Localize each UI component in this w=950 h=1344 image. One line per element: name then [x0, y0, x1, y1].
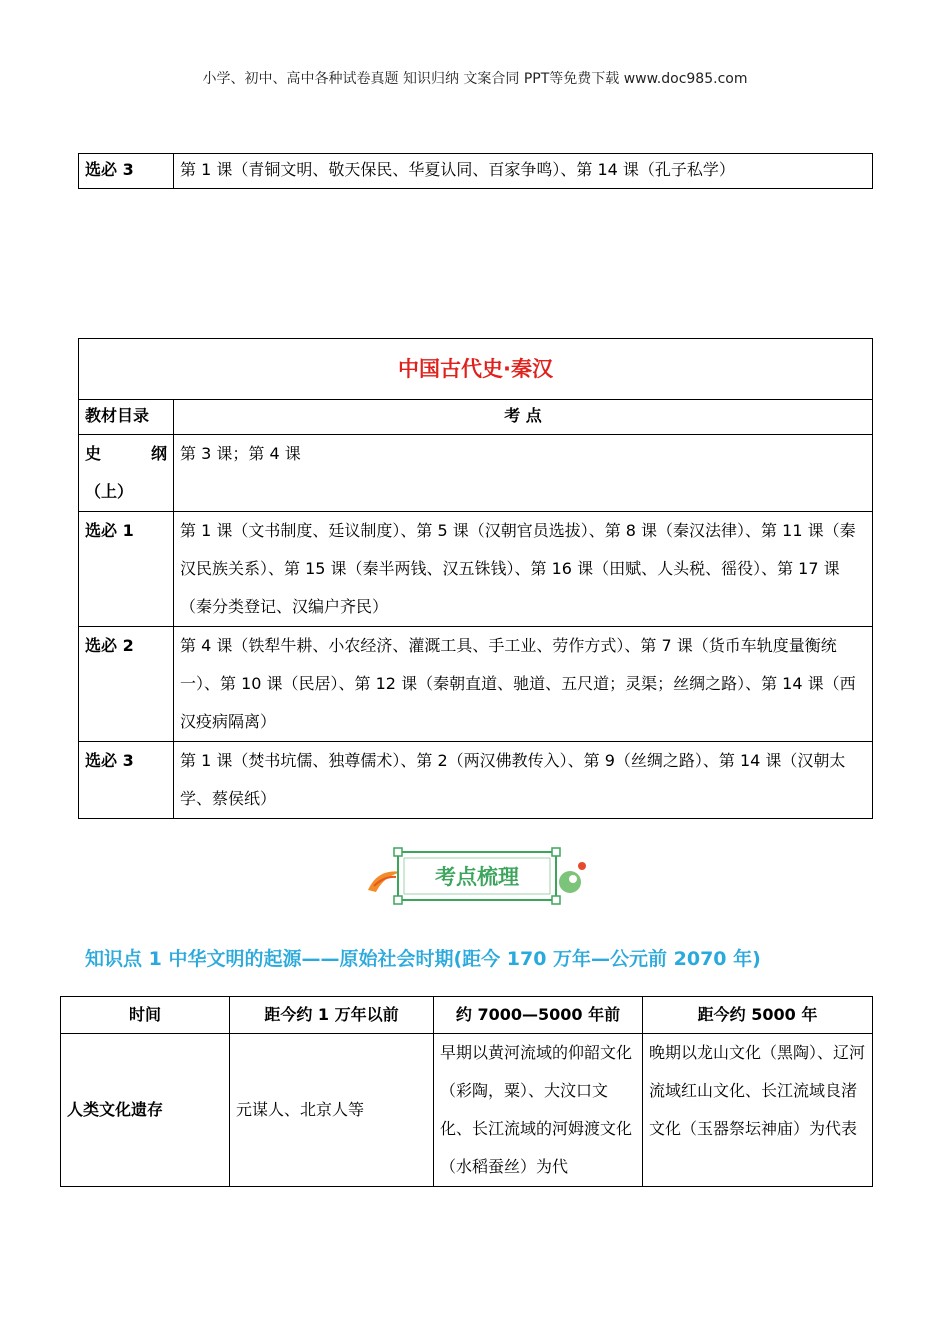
row-content: 第 1 课（文书制度、廷议制度）、第 5 课（汉朝官员选拔）、第 8 课（秦汉法律）、第 11 课（秦汉民族关系）、第 15 课（秦半两钱、汉五铢钱）、第 16 课（田赋、人头税、徭役）、第 17 课（秦分类登记、汉编户齐民） — [174, 512, 873, 627]
row-label — [79, 435, 174, 512]
header-cell: 约 7000—5000 年前 — [434, 997, 643, 1034]
row-label-part: 纲 — [150, 444, 167, 463]
table-row — [79, 627, 873, 742]
row-content: 第 3 课；第 4 课 — [174, 435, 873, 512]
header-cell: 时间 — [61, 997, 230, 1034]
section-badge — [360, 846, 590, 906]
row-label-part: 史 — [85, 444, 102, 463]
header-col-textbook: 教材目录 — [79, 400, 174, 435]
table-header-row — [79, 400, 873, 435]
row-label: 选必 1 — [79, 512, 174, 627]
row-label: 人类文化遗存 — [61, 1034, 230, 1187]
table-cell: 晚期以龙山文化（黑陶）、辽河流域红山文化、长江流域良渚文化（玉器祭坛神庙）为代表 — [643, 1034, 873, 1187]
row-label: 选必 3 — [79, 154, 174, 189]
row-label-part: （上） — [85, 482, 134, 501]
table-row — [79, 435, 873, 512]
row-label: 选必 2 — [79, 627, 174, 742]
table-row — [79, 742, 873, 819]
row-content: 第 1 课（焚书坑儒、独尊儒术）、第 2（两汉佛教传入）、第 9（丝绸之路）、第 14 课（汉朝太学、蔡侯纸） — [174, 742, 873, 819]
knowledge-point-title: 知识点 1 中华文明的起源——原始社会时期(距今 170 万年—公元前 2070 年) — [85, 948, 761, 970]
row-content: 第 1 课（青铜文明、敬天保民、华夏认同、百家争鸣）、第 14 课（孔子私学） — [174, 154, 873, 189]
page-header: 小学、初中、高中各种试卷真题 知识归纳 文案合同 PPT等免费下载 www.doc985.com — [202, 71, 748, 87]
table-header-row — [61, 997, 873, 1034]
qin-han-syllabus-table — [78, 338, 873, 819]
table-row — [79, 154, 873, 189]
header-cell: 距今约 5000 年 — [643, 997, 873, 1034]
table-row — [61, 1034, 873, 1187]
civilization-origins-table — [60, 996, 873, 1187]
header-col-points: 考 点 — [174, 400, 873, 435]
header-cell: 距今约 1 万年以前 — [230, 997, 434, 1034]
table-cell: 元谋人、北京人等 — [230, 1034, 434, 1187]
badge-text: 考点梳理 — [435, 865, 519, 889]
swoosh-icon — [368, 871, 402, 892]
table-title: 中国古代史·秦汉 — [79, 339, 873, 400]
table-cell: 早期以黄河流域的仰韶文化（彩陶，粟）、大汶口文化、长江流域的河姆渡文化（水稻蚕丝）为代 — [434, 1034, 643, 1187]
row-label: 选必 3 — [79, 742, 174, 819]
table-row — [79, 512, 873, 627]
row-content: 第 4 课（铁犁牛耕、小农经济、灌溉工具、手工业、劳作方式）、第 7 课（货币车轨度量衡统一）、第 10 课（民居）、第 12 课（秦朝直道、驰道、五尺道；灵渠；丝绸之路）、第 14 课（西汉疫病隔离） — [174, 627, 873, 742]
dot-icon — [559, 871, 581, 893]
syllabus-table-continued — [78, 153, 873, 189]
